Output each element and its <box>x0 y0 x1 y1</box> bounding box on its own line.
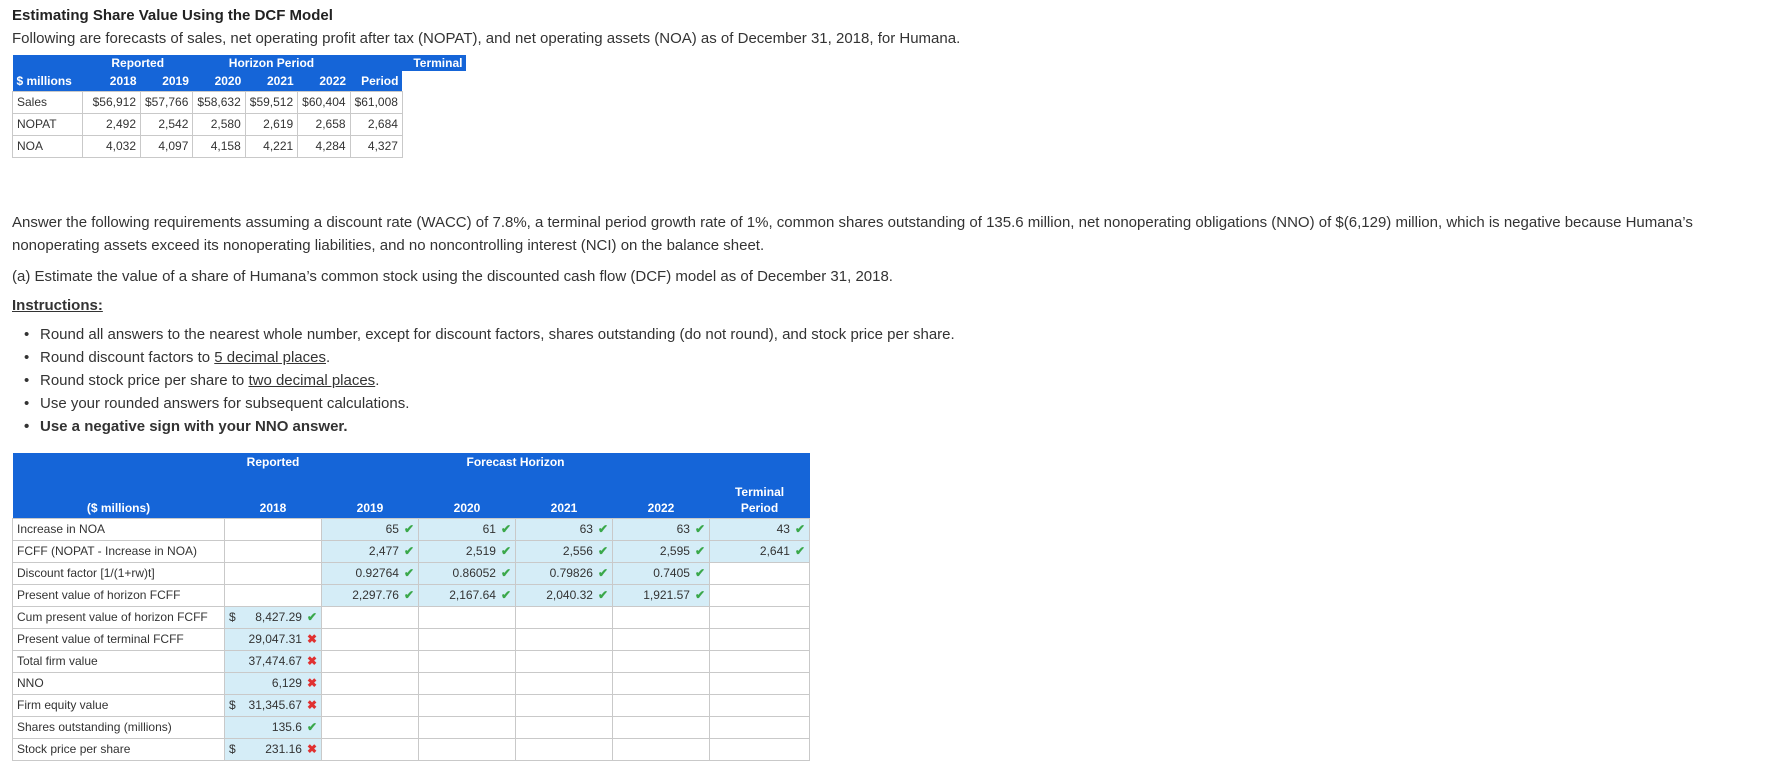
empty-cell <box>322 606 419 628</box>
empty-cell <box>516 606 613 628</box>
cell-value: 2,519 <box>465 544 496 558</box>
row-label: Stock price per share <box>13 738 225 760</box>
assumptions-text: Answer the following requirements assuming a discount rate (WACC) of 7.8%, a terminal period growth rate of 1%, common shares outstanding of 135.6 million, net nonoperating obligations (NNO) of $(6,129) million, which is negative because Humana’s nonoperating assets exceed its nonoperating liabilities, and no noncontrolling interest (NCI) on the balance sheet. <box>12 214 1693 254</box>
instructions-list <box>12 323 955 438</box>
col-header: 2021 <box>516 499 613 518</box>
answer-input-2018[interactable] <box>225 738 322 760</box>
check-icon: ✔ <box>403 522 414 536</box>
empty-cell <box>322 628 419 650</box>
col-header: 2020 <box>214 73 242 88</box>
cell-value: 2,477 <box>368 544 399 558</box>
answer-input-2018[interactable] <box>225 694 322 716</box>
answer-input[interactable] <box>516 562 613 584</box>
cell-value: 2,641 <box>759 544 790 558</box>
table-row: NOA 4,032 4,097 4,158 4,221 4,284 4,327 <box>13 135 467 157</box>
answer-input[interactable] <box>322 540 419 562</box>
cell-value: 29,047.31 <box>248 632 302 646</box>
empty-cell <box>710 672 810 694</box>
answer-input-2018[interactable] <box>225 650 322 672</box>
answer-input-2018[interactable] <box>225 606 322 628</box>
empty-cell <box>225 562 322 584</box>
table-row <box>13 672 810 694</box>
check-icon: ✔ <box>794 522 806 536</box>
x-icon: ✖ <box>306 632 317 646</box>
cell-value: 0.92764 <box>355 566 399 580</box>
intro-text: Following are forecasts of sales, net operating profit after tax (NOPAT), and net operating assets (NOA) as of December 31, 2018, for Humana. <box>12 30 961 47</box>
empty-cell <box>710 716 810 738</box>
col-header: Period <box>710 499 810 518</box>
list-item: • Use a negative sign with your NNO answer. <box>28 415 955 438</box>
empty-cell <box>419 694 516 716</box>
row-label: FCFF (NOPAT - Increase in NOA) <box>13 540 225 562</box>
list-item: • Round all answers to the nearest whole number, except for discount factors, shares outstanding (do not round), and stock price per share. <box>28 323 955 346</box>
answer-input[interactable] <box>419 540 516 562</box>
cell-value: 43 <box>776 522 790 536</box>
dcf-group-row <box>13 453 810 499</box>
table-row: Sales $56,912 $57,766 $58,632 $59,512 $60,404 $61,008 <box>13 91 467 113</box>
question-a: (a) Estimate the value of a share of Humana’s common stock using the discounted cash flow (DCF) model as of December 31, 2018. <box>12 268 893 285</box>
table-row: NOPAT 2,492 2,542 2,580 2,619 2,658 2,684 <box>13 113 467 135</box>
empty-cell <box>516 694 613 716</box>
empty-cell <box>613 650 710 672</box>
check-icon: ✔ <box>597 566 609 580</box>
check-icon: ✔ <box>794 544 806 558</box>
empty-cell <box>419 738 516 760</box>
group-reported: Reported <box>111 56 165 70</box>
page-title: Estimating Share Value Using the DCF Model <box>12 7 333 24</box>
empty-cell <box>613 738 710 760</box>
table-row <box>13 650 810 672</box>
answer-input[interactable] <box>613 540 710 562</box>
empty-cell <box>322 650 419 672</box>
list-item: • Use your rounded answers for subsequent calculations. <box>28 392 955 415</box>
cell-value: 0.79826 <box>549 566 593 580</box>
empty-cell <box>322 738 419 760</box>
answer-input[interactable] <box>710 518 810 540</box>
empty-cell <box>613 606 710 628</box>
check-icon: ✔ <box>500 566 511 580</box>
cell-value: 65 <box>385 522 399 536</box>
cell-value: 1,921.57 <box>643 588 690 602</box>
answer-input[interactable] <box>516 584 613 606</box>
dollar-sign: $ <box>229 610 236 624</box>
group-horizon: Horizon Period <box>228 56 315 70</box>
answer-input[interactable] <box>322 518 419 540</box>
answer-input[interactable] <box>613 562 710 584</box>
col-header: ($ millions) <box>13 499 225 518</box>
empty-cell <box>419 672 516 694</box>
check-icon: ✔ <box>597 544 609 558</box>
col-header: 2019 <box>322 499 419 518</box>
answer-input[interactable] <box>516 518 613 540</box>
answer-input[interactable] <box>322 562 419 584</box>
col-header: 2018 <box>109 73 137 88</box>
row-label: Shares outstanding (millions) <box>13 716 225 738</box>
table-row <box>13 518 810 540</box>
answer-input-2018[interactable] <box>225 628 322 650</box>
empty-cell <box>516 716 613 738</box>
group-reported: Reported <box>225 453 322 499</box>
check-icon: ✔ <box>694 544 706 558</box>
col-header: 2020 <box>419 499 516 518</box>
empty-cell <box>516 650 613 672</box>
terminal-top: Terminal <box>710 453 810 499</box>
cell-value: 2,556 <box>562 544 593 558</box>
list-item: • Round stock price per share to two decimal places. <box>28 369 955 392</box>
answer-input[interactable] <box>613 518 710 540</box>
two-decimal-places-link[interactable]: two decimal places <box>248 372 376 389</box>
empty-cell <box>516 672 613 694</box>
empty-cell <box>516 628 613 650</box>
row-label: Firm equity value <box>13 694 225 716</box>
row-label: Increase in NOA <box>13 518 225 540</box>
decimal-places-link[interactable]: 5 decimal places <box>214 349 326 366</box>
table-row <box>13 606 810 628</box>
forecast-group-row <box>13 55 467 71</box>
check-icon: ✔ <box>500 588 511 602</box>
row-label: Total firm value <box>13 650 225 672</box>
dollar-sign: $ <box>229 698 236 712</box>
cell-value: 135.6 <box>271 720 302 734</box>
table-row <box>13 628 810 650</box>
col-header: $ millions <box>16 73 72 88</box>
check-icon: ✔ <box>403 588 414 602</box>
check-icon: ✔ <box>403 566 414 580</box>
dcf-table <box>12 453 810 761</box>
check-icon: ✔ <box>694 588 706 602</box>
table-row <box>13 584 810 606</box>
cell-value: 61 <box>482 522 496 536</box>
cell-value: 6,129 <box>271 676 302 690</box>
col-header: 2022 <box>613 499 710 518</box>
answer-input[interactable] <box>710 540 810 562</box>
answer-input-2018[interactable] <box>225 672 322 694</box>
cell-value: 31,345.67 <box>248 698 302 712</box>
answer-input[interactable] <box>419 584 516 606</box>
empty-cell <box>613 628 710 650</box>
answer-input[interactable] <box>516 540 613 562</box>
empty-cell <box>613 694 710 716</box>
cell-value: 63 <box>579 522 593 536</box>
x-icon: ✖ <box>306 654 317 668</box>
empty-cell <box>225 518 322 540</box>
cell-value: 37,474.67 <box>248 654 302 668</box>
answer-input[interactable] <box>322 584 419 606</box>
x-icon: ✖ <box>306 698 317 712</box>
check-icon: ✔ <box>500 522 511 536</box>
empty-cell <box>419 628 516 650</box>
cell-value: 2,297.76 <box>352 588 399 602</box>
empty-cell <box>322 694 419 716</box>
cell-value: 0.7405 <box>653 566 690 580</box>
check-icon: ✔ <box>694 566 706 580</box>
table-row <box>13 738 810 760</box>
col-header: 2018 <box>225 499 322 518</box>
cell-value: 231.16 <box>265 742 302 756</box>
answer-input[interactable] <box>419 518 516 540</box>
check-icon: ✔ <box>306 720 317 734</box>
list-item: • Round discount factors to 5 decimal places. <box>28 346 955 369</box>
row-label: Present value of terminal FCFF <box>13 628 225 650</box>
x-icon: ✖ <box>306 742 317 756</box>
col-header: Period <box>361 73 399 88</box>
col-header: 2021 <box>266 73 294 88</box>
answer-input[interactable] <box>613 584 710 606</box>
empty-cell <box>419 606 516 628</box>
empty-cell <box>710 562 810 584</box>
empty-cell <box>322 672 419 694</box>
empty-cell <box>710 650 810 672</box>
table-row <box>13 716 810 738</box>
cell-value: 2,167.64 <box>449 588 496 602</box>
dollar-sign: $ <box>229 742 236 756</box>
check-icon: ✔ <box>694 522 706 536</box>
cell-value: 8,427.29 <box>255 610 302 624</box>
group-forecast: Forecast Horizon <box>419 453 613 499</box>
check-icon: ✔ <box>597 522 609 536</box>
cell-value: 0.86052 <box>452 566 496 580</box>
cell-value: 2,595 <box>659 544 690 558</box>
empty-cell <box>710 584 810 606</box>
empty-cell <box>225 584 322 606</box>
row-label: Discount factor [1/(1+rw)t] <box>13 562 225 584</box>
empty-cell <box>322 716 419 738</box>
empty-cell <box>516 738 613 760</box>
check-icon: ✔ <box>403 544 414 558</box>
check-icon: ✔ <box>500 544 511 558</box>
cell-value: 2,040.32 <box>546 588 593 602</box>
check-icon: ✔ <box>597 588 609 602</box>
empty-cell <box>710 694 810 716</box>
table-row <box>13 694 810 716</box>
empty-cell <box>613 716 710 738</box>
table-row <box>13 540 810 562</box>
empty-cell <box>419 650 516 672</box>
empty-cell <box>710 606 810 628</box>
empty-cell <box>419 716 516 738</box>
empty-cell <box>710 738 810 760</box>
row-label: Cum present value of horizon FCFF <box>13 606 225 628</box>
empty-cell <box>225 540 322 562</box>
empty-cell <box>613 672 710 694</box>
col-header: 2022 <box>319 73 347 88</box>
forecast-table <box>12 55 467 158</box>
x-icon: ✖ <box>306 676 317 690</box>
instructions-label: Instructions: <box>12 297 103 314</box>
col-header: 2019 <box>162 73 189 88</box>
dcf-header-row <box>13 499 810 518</box>
check-icon: ✔ <box>306 610 317 624</box>
table-row <box>13 562 810 584</box>
row-label: NNO <box>13 672 225 694</box>
answer-input[interactable] <box>419 562 516 584</box>
terminal-top: Terminal <box>413 56 463 70</box>
cell-value: 63 <box>676 522 690 536</box>
empty-cell <box>710 628 810 650</box>
answer-input-2018[interactable] <box>225 716 322 738</box>
row-label: Present value of horizon FCFF <box>13 584 225 606</box>
